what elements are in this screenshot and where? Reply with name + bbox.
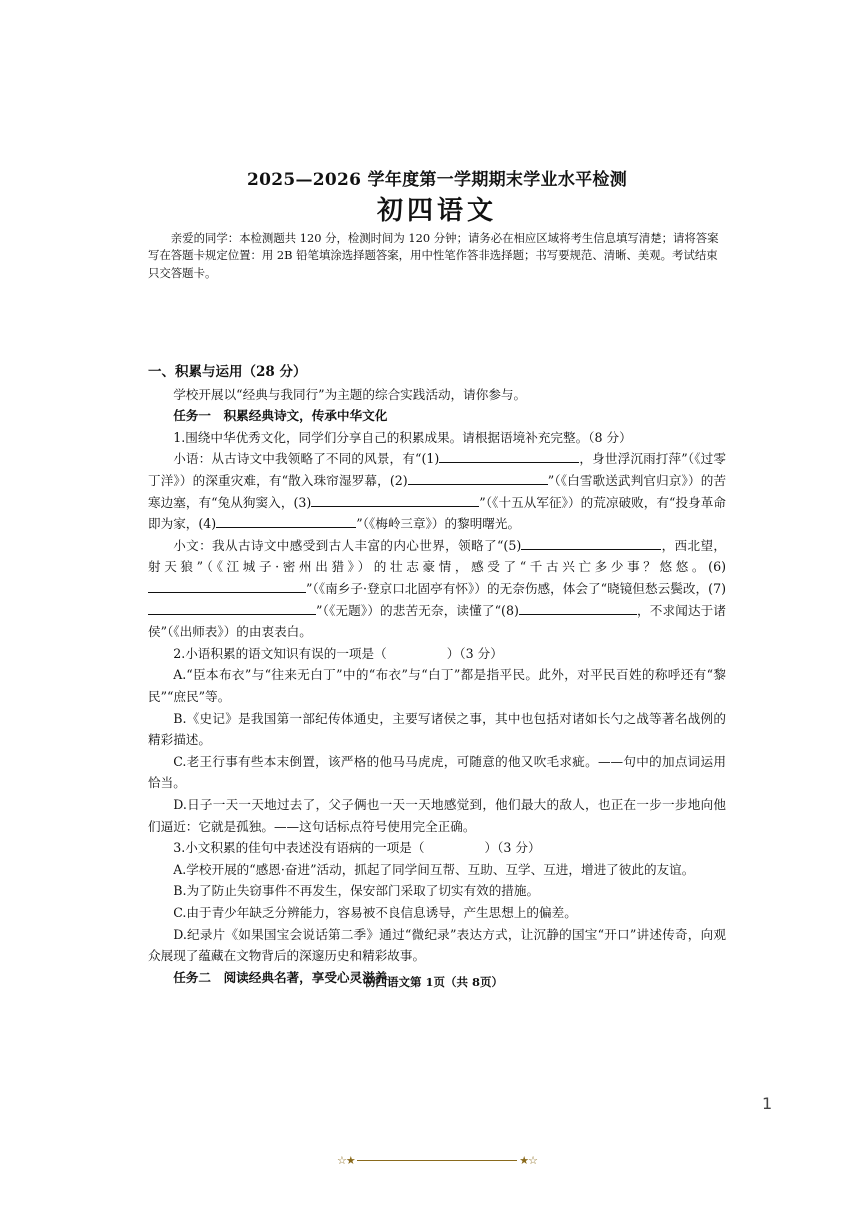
question-2-option-b: B.《史记》是我国第一部纪传体通史，主要写诸侯之事，其中也包括对诸如长勺之战等著名战例的精彩描述。 — [148, 710, 726, 748]
question-3-option-d: D.纪录片《如果国宝会说话第二季》通过“微纪录”表达方式，让沉静的国宝“开口”讲述传奇，向观众展现了蕴藏在文物背后的深邃历史和精彩故事。 — [148, 926, 726, 964]
question-3-stem: 3.小文积累的佳句中表述没有语病的一项是（ ）（3 分） — [173, 840, 541, 856]
question-1-xiaowen: 小文：我从古诗文中感受到古人丰富的内心世界，领略了“(5) ，西北望，射天狼”（《江城子·密州出猎》）的壮志豪情，感受了“千古兴亡多少事？悠悠。(6)”（《南乡子·登京口北固亭有怀》）的无奈伤感，体会了“晓镜但愁云鬓改，(7)”（《无题》）的悲苦无奈，读懂了“(8) ，不求闻达于诸侯”（《出师表》）的由衷表白。 — [148, 535, 726, 643]
task-one-heading: 任务一 积累经典诗文，传承中华文化 — [173, 408, 388, 424]
subject-title: 初四语文 — [376, 195, 497, 226]
page-number: 1 — [762, 1094, 773, 1113]
answer-blank-8[interactable] — [519, 600, 637, 615]
answer-blank-6[interactable] — [148, 578, 306, 593]
question-2-option-d: D.日子一天一天地过去了，父子俩也一天一天地感觉到，他们最大的敌人，也正在一步一步地向他们逼近：它就是孤独。——这句话标点符号使用完全正确。 — [148, 796, 726, 834]
ornament-line — [357, 1160, 518, 1161]
answer-blank-5[interactable] — [521, 535, 661, 550]
question-2-stem: 2.小语积累的语文知识有误的一项是（ ）（3 分） — [173, 645, 503, 661]
exam-page — [148, 170, 726, 988]
star-icon-right: ★☆ — [519, 1153, 537, 1167]
exam-title: 2025—2026 学年度第一学期期末学业水平检测 — [246, 170, 628, 190]
answer-blank-7[interactable] — [148, 600, 316, 615]
section-intro: 学校开展以“经典与我同行”为主题的综合实践活动，请你参与。 — [173, 386, 527, 402]
question-2-option-a: A.“臣本布衣”与“往来无白丁”中的“布衣”与“白丁”都是指平民。此外，对平民百姓的称呼还有“黎民”“庶民”等。 — [148, 667, 726, 704]
page-footer: 初四语文第 1页（共 8页） — [363, 975, 503, 989]
answer-blank-4[interactable] — [216, 513, 356, 528]
task-two-heading: 任务二 阅读经典名著，享受心灵滋养 — [173, 969, 388, 985]
star-icon-left: ☆★ — [337, 1153, 355, 1167]
question-2-option-c: C.老王行事有些本末倒置，该严格的他马马虎虎，可随意的他又吹毛求疵。——句中的加点词运用恰当。 — [148, 753, 726, 791]
question-1-stem: 1.围绕中华优秀文化，同学们分享自己的积累成果。请根据语境补充完整。（8 分） — [173, 429, 632, 445]
exam-notice: 亲爱的同学：本检测题共 120 分，检测时间为 120 分钟；请务必在相应区域将考生信息填写清楚；请将答案写在答题卡规定位置：用 2B 铅笔填涂选择题答案，用中性笔作答非选择题；书写要规范、清晰、美观。考试结束只交答题卡。 — [148, 230, 719, 280]
answer-blank-2[interactable] — [408, 470, 548, 485]
footer-ornament — [337, 1150, 537, 1170]
answer-blank-3[interactable] — [311, 492, 479, 507]
question-3-option-a: A.学校开展的“感恩·奋进”活动，抓起了同学间互帮、互助、互学、互进，增进了彼此的友谊。 — [173, 861, 695, 877]
section-heading: 一、积累与运用（28 分） — [148, 364, 307, 381]
answer-blank-1[interactable] — [439, 448, 579, 463]
question-3-option-b: B.为了防止失窃事件不再发生，保安部门采取了切实有效的措施。 — [173, 883, 540, 899]
question-1-xiaoyu: 小语：从古诗文中我领略了不同的风景，有“(1) ，身世浮沉雨打萍”（《过零丁洋》）的深重灾难，有“散入珠帘湿罗幕，(2) ”（《白雪歌送武判官归京》）的苦寒边塞，有“兔从狗窦入，(3) ”（《十五从军征》）的荒凉破败，有“投身革命即为家，(4) ”（《梅岭三章》）的黎明曙光。 — [148, 448, 726, 534]
question-3-option-c: C.由于青少年缺乏分辨能力，容易被不良信息诱导，产生思想上的偏差。 — [173, 904, 577, 920]
